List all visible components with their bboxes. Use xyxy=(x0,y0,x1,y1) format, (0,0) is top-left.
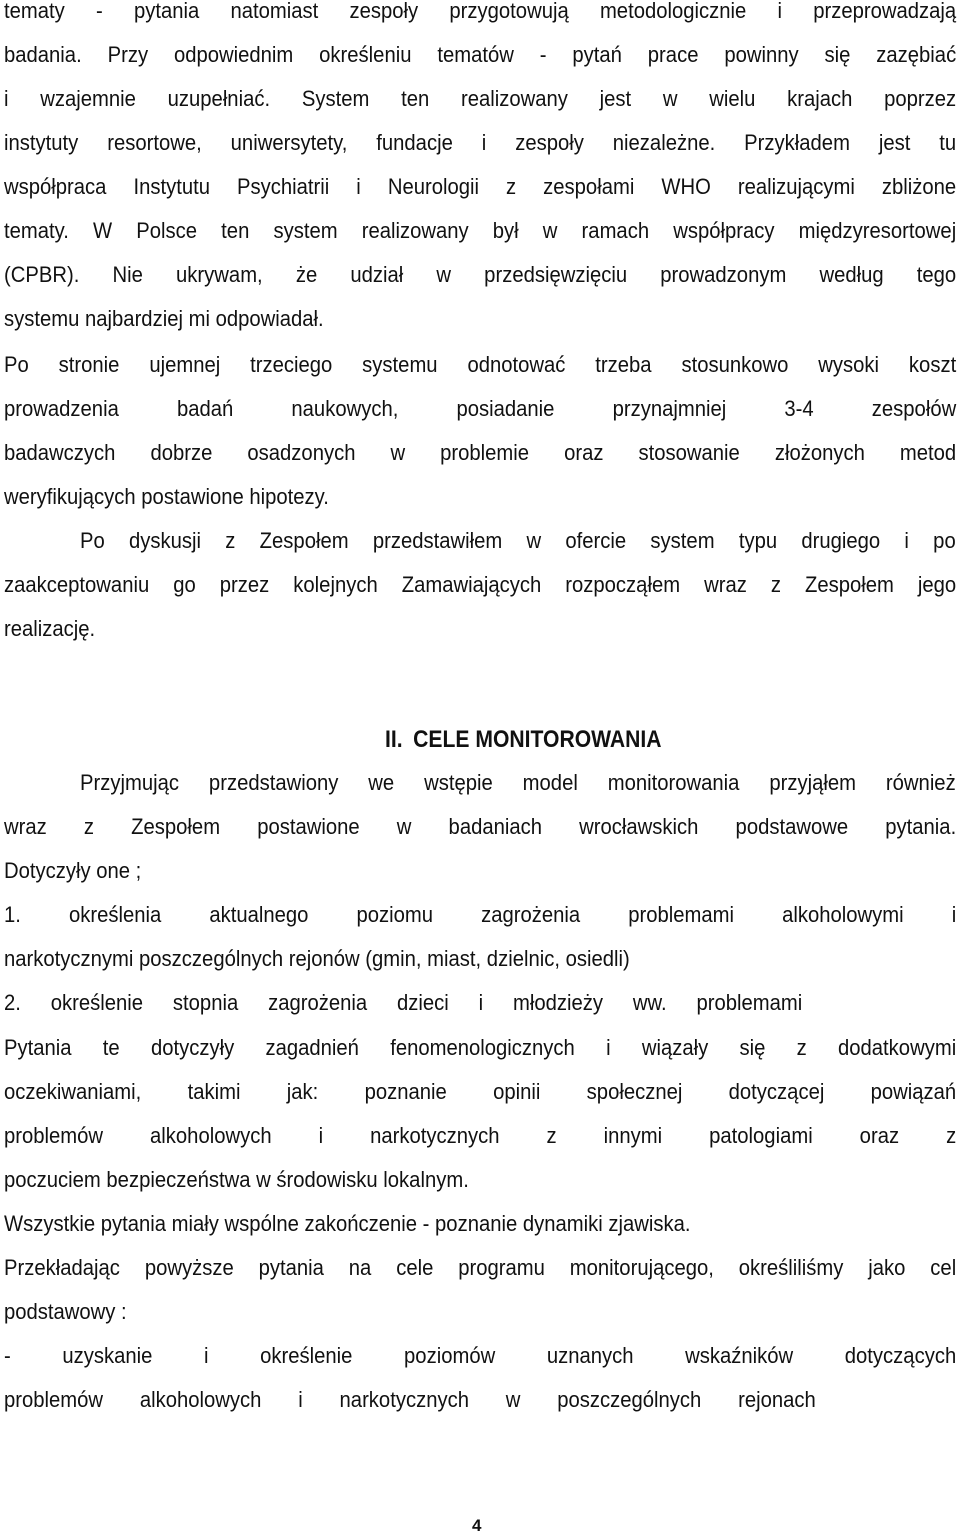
text-line: Przekładając powyższe pytania na cele programu monitorującego, określiliśmy jako cel xyxy=(4,1255,957,1280)
text-line: Pytania te dotyczyły zagadnień fenomenologicznych i wiązały się z dodatkowymi xyxy=(4,1035,957,1060)
text-line: tematy - pytania natomiast zespoły przygotowują metodologicznie i przeprowadzają xyxy=(4,0,957,23)
list-item: - uzyskanie i określenie poziomów uznanych wskaźników dotyczących xyxy=(4,1343,957,1368)
text-line: Wszystkie pytania miały wspólne zakończenie - poznanie dynamiki zjawiska. xyxy=(4,1211,691,1236)
text-line: realizację. xyxy=(4,616,96,641)
text-line: weryfikujących postawione hipotezy. xyxy=(4,484,329,509)
text-line: systemu najbardziej mi odpowiadał. xyxy=(4,306,324,331)
text-line: podstawowy : xyxy=(4,1299,127,1324)
text-line: problemów alkoholowych i narkotycznych z innymi patologiami oraz z xyxy=(4,1123,957,1148)
text-line: wraz z Zespołem postawione w badaniach wrocławskich podstawowe pytania. xyxy=(4,814,957,839)
page-number: 4 xyxy=(472,1516,482,1535)
text-line: prowadzenia badań naukowych, posiadanie przynajmniej 3-4 zespołów xyxy=(4,396,957,421)
text-line: współpraca Instytutu Psychiatrii i Neurologii z zespołami WHO realizującymi zbliżone xyxy=(4,174,957,199)
text-line: narkotycznymi poszczególnych rejonów (gmin, miast, dzielnic, osiedli) xyxy=(4,946,630,971)
text-line: instytuty resortowe, uniwersytety, fundacje i zespoły niezależne. Przykładem jest tu xyxy=(4,130,957,155)
text-line: Po dyskusji z Zespołem przedstawiłem w ofercie system typu drugiego i po xyxy=(80,528,956,553)
list-item: 2. określenie stopnia zagrożenia dzieci i młodzieży ww. problemami xyxy=(4,990,803,1015)
text-line: zaakceptowaniu go przez kolejnych Zamawiających rozpocząłem wraz z Zespołem jego xyxy=(4,572,957,597)
text-line: problemów alkoholowych i narkotycznych w poszczególnych rejonach xyxy=(4,1387,816,1412)
text-line: Dotyczyły one ; xyxy=(4,858,142,883)
section-heading xyxy=(385,724,662,756)
text-line: (CPBR). Nie ukrywam, że udział w przedsięwzięciu prowadzonym według tego xyxy=(4,262,957,287)
text-line: badawczych dobrze osadzonych w problemie oraz stosowanie złożonych metod xyxy=(4,440,957,465)
text-line: Po stronie ujemnej trzeciego systemu odnotować trzeba stosunkowo wysoki koszt xyxy=(4,352,957,377)
text-line: poczuciem bezpieczeństwa w środowisku lokalnym. xyxy=(4,1167,469,1192)
text-line: tematy. W Polsce ten system realizowany był w ramach współpracy międzyresortowej xyxy=(4,218,957,243)
text-line: Przyjmując przedstawiony we wstępie model monitorowania przyjąłem również xyxy=(80,770,956,795)
list-item: 1. określenia aktualnego poziomu zagrożenia problemami alkoholowymi i xyxy=(4,902,957,927)
section-number: II. xyxy=(385,726,403,753)
text-line: oczekiwaniami, takimi jak: poznanie opinii społecznej dotyczącej powiązań xyxy=(4,1079,957,1104)
text-line: i wzajemnie uzupełniać. System ten realizowany jest w wielu krajach poprzez xyxy=(4,86,957,111)
section-title: CELE MONITOROWANIA xyxy=(413,726,662,753)
text-line: badania. Przy odpowiednim określeniu tematów - pytań prace powinny się zazębiać xyxy=(4,42,957,67)
